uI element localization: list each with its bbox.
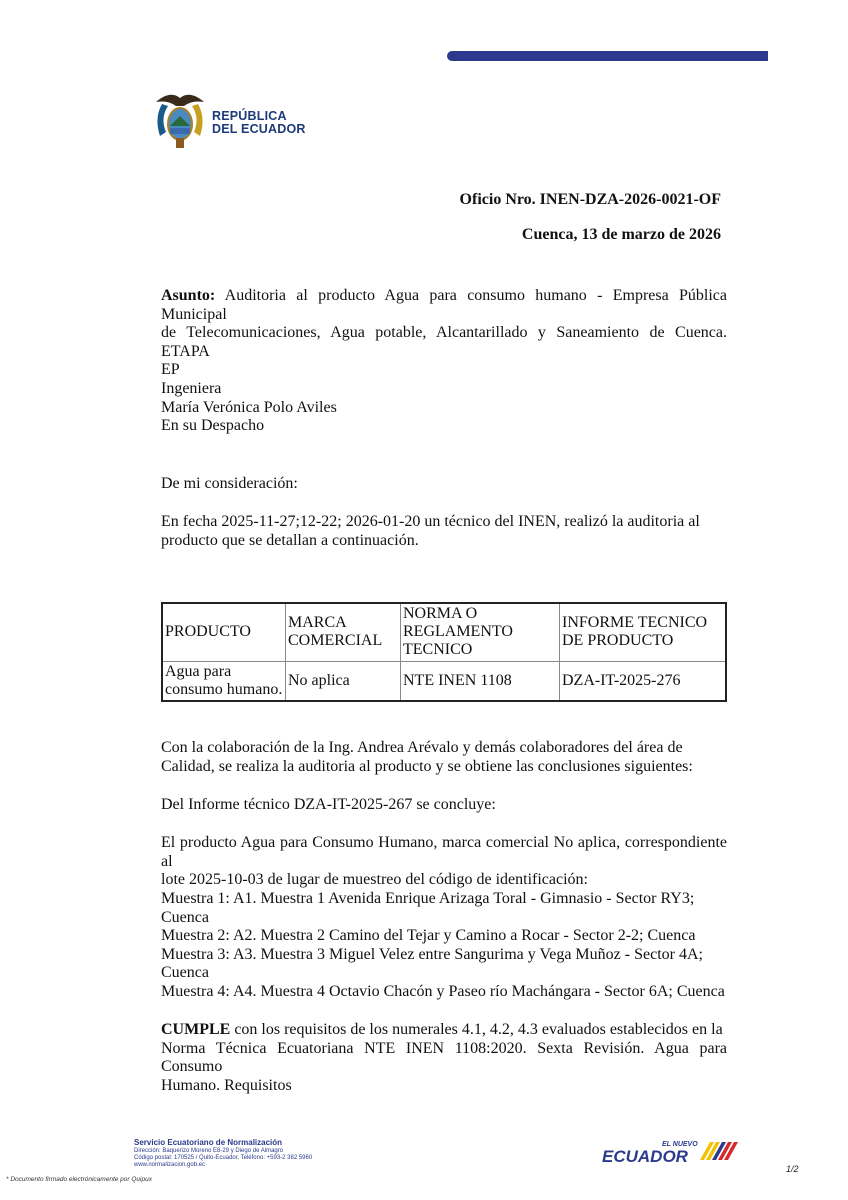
intro-line1: En fecha 2025-11-27;12-22; 2026-01-20 un técnico del INEN, realizó la auditoria al [161, 513, 700, 530]
cell-marca: No aplica [286, 661, 401, 701]
conclusion-line3: Humano. Requisitos [161, 1076, 292, 1094]
document-signed-note: * Documento firmado electrónicamente por Quipux [6, 1176, 152, 1183]
producto-line1: El producto Agua para Consumo Humano, marca comercial No aplica, correspondiente al [161, 834, 727, 870]
coat-of-arms-icon [152, 88, 208, 152]
colaboracion-line2: Calidad, se realiza la auditoria al producto y se obtiene las conclusiones siguientes: [161, 757, 693, 775]
colaboracion-paragraph [161, 739, 727, 776]
producto-description [161, 834, 727, 890]
muestra-4: Muestra 4: A4. Muestra 4 Octavio Chacón y Paseo río Machángara - Sector 6A; Cuenca [161, 982, 725, 1000]
asunto-paragraph [161, 287, 727, 380]
oficio-number: Oficio Nro. INEN-DZA-2026-0021-OF [459, 191, 721, 208]
brand-small-text: EL NUEVO [662, 1141, 698, 1148]
footer-direccion: Dirección: Baquerizo Moreno E8-29 y Diego de Almagro [134, 1148, 284, 1154]
cell-informe: DZA-IT-2025-276 [560, 661, 727, 701]
muestra-2: Muestra 2: A2. Muestra 2 Camino del Tejar y Camino a Rocar - Sector 2-2; Cuenca [161, 927, 696, 945]
intro-paragraph [161, 513, 727, 550]
page-number: 1/2 [786, 1164, 799, 1174]
recipient-name: María Verónica Polo Aviles [161, 398, 337, 416]
logo-line2: DEL ECUADOR [212, 122, 306, 136]
logo-line1: REPÚBLICA [212, 109, 287, 123]
brand-big-text: ECUADOR [602, 1147, 688, 1166]
el-nuevo-ecuador-logo [600, 1138, 740, 1168]
muestras-list [161, 890, 727, 1002]
header-marca: MARCA COMERCIAL [286, 603, 401, 661]
recipient-block [161, 380, 727, 436]
muestra-1-city: Cuenca [161, 908, 209, 926]
producto-line2: lote 2025-10-03 de lugar de muestreo del código de identificación: [161, 871, 588, 889]
conclusion-cumple: CUMPLE [161, 1021, 231, 1038]
asunto-line2: de Telecomunicaciones, Agua potable, Alcantarillado y Saneamiento de Cuenca. ETAPA [161, 324, 727, 360]
muestra-1: Muestra 1: A1. Muestra 1 Avenida Enrique Arizaga Toral - Gimnasio - Sector RY3; [161, 890, 695, 907]
table-header-row [162, 603, 726, 661]
greeting: De mi consideración: [161, 475, 298, 492]
footer-org: Servicio Ecuatoriano de Normalización [134, 1138, 283, 1147]
footer-contact [134, 1138, 312, 1169]
conclusion-line1: con los requisitos de los numerales 4.1, 4.2, 4.3 evaluados establecidos en la [230, 1021, 723, 1038]
conclusion-paragraph [161, 1021, 727, 1095]
recipient-title: Ingeniera [161, 380, 222, 397]
cell-norma: NTE INEN 1108 [401, 661, 560, 701]
table-row [162, 661, 726, 701]
header-accent-bar [447, 51, 768, 61]
document-date: Cuenca, 13 de marzo de 2026 [521, 226, 721, 243]
audit-table [161, 602, 727, 702]
header-norma: NORMA O REGLAMENTO TECNICO [401, 603, 560, 661]
header-informe: INFORME TECNICO DE PRODUCTO [560, 603, 727, 661]
conclusion-line2: Norma Técnica Ecuatoriana NTE INEN 1108:2020. Sexta Revisión. Agua para Consumo [161, 1039, 727, 1076]
muestra-3-city: Cuenca [161, 964, 209, 982]
republica-ecuador-logo [152, 88, 332, 152]
logo-text [212, 110, 306, 136]
cell-producto: Agua para consumo humano. [162, 661, 286, 701]
recipient-place: En su Despacho [161, 417, 265, 435]
header-producto: PRODUCTO [162, 603, 286, 661]
footer-web: www.normalizacion.gob.ec [134, 1162, 206, 1168]
asunto-label: Asunto: [161, 287, 216, 304]
informe-reference: Del Informe técnico DZA-IT-2025-267 se concluye: [161, 796, 496, 813]
intro-line2: producto que se detallan a continuación. [161, 531, 419, 549]
footer-codigo: Código postal: 170525 / Quito-Ecuador. Teléfono: +593-2 382 5960 [134, 1155, 313, 1161]
asunto-line1: Auditoria al producto Agua para consumo humano - Empresa Pública Municipal [161, 287, 727, 323]
muestra-3: Muestra 3: A3. Muestra 3 Miguel Velez entre Sangurima y Vega Muñoz - Sector 4A; [161, 945, 703, 963]
asunto-line3: EP [161, 361, 180, 379]
colaboracion-line1: Con la colaboración de la Ing. Andrea Arévalo y demás colaboradores del área de [161, 739, 683, 756]
